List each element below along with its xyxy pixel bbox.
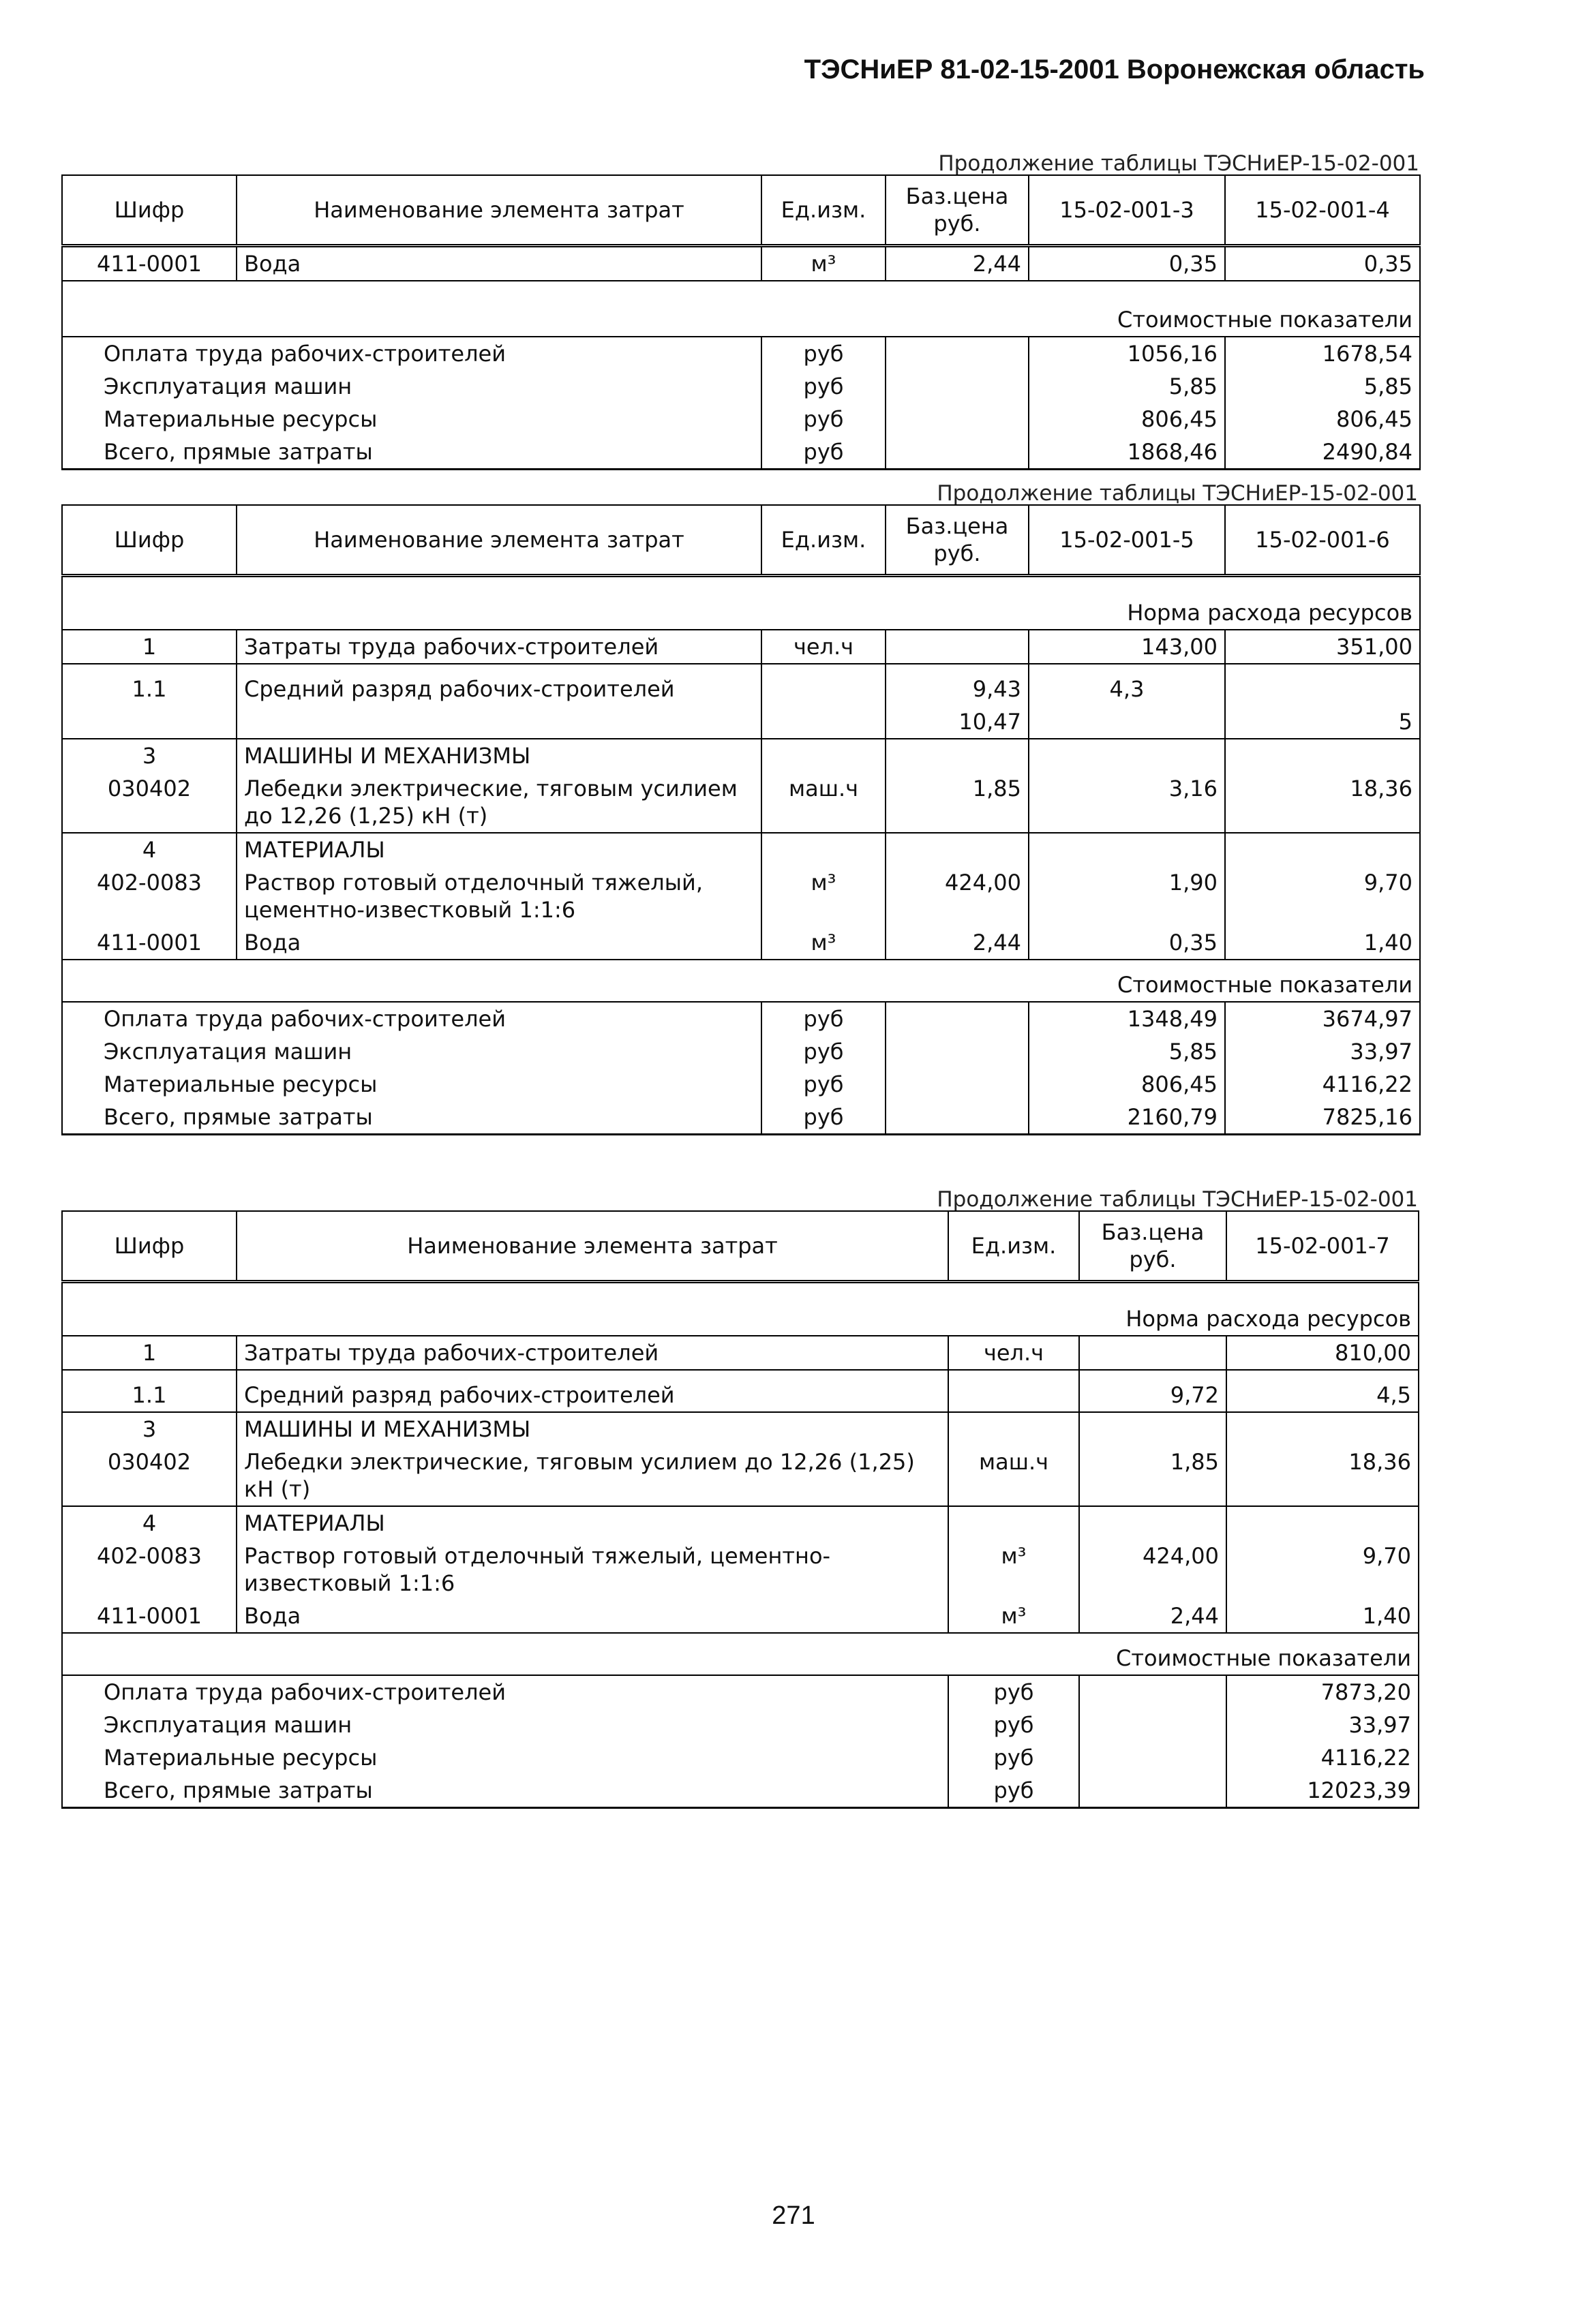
total-value-2: 5,85	[1225, 370, 1420, 403]
page-number: 271	[772, 2201, 815, 2230]
row-value-1: 0,35	[1029, 926, 1225, 960]
table-header-row	[62, 505, 1420, 576]
row-price: 2,44	[886, 246, 1029, 281]
row-unit: м³	[761, 866, 886, 926]
table-row	[62, 1446, 1419, 1506]
norm-section-row	[62, 576, 1420, 630]
total-label: Материальные ресурсы	[62, 1068, 761, 1101]
total-label: Материальные ресурсы	[62, 403, 761, 435]
section-row	[62, 833, 1420, 866]
cell-empty	[886, 739, 1029, 772]
cost-section-row	[62, 1633, 1419, 1675]
row-value-1: 18,36	[1226, 1446, 1419, 1506]
table-header-row	[62, 175, 1420, 246]
total-label: Оплата труда рабочих-строителей	[62, 1675, 948, 1709]
col-price: Баз.цена руб.	[886, 505, 1029, 576]
total-value-2: 7825,16	[1225, 1101, 1420, 1135]
total-row	[62, 1068, 1420, 1101]
row-code: 1.1	[62, 664, 237, 705]
row-price: 9,72	[1079, 1370, 1226, 1412]
total-label: Материальные ресурсы	[62, 1741, 948, 1774]
table-row	[62, 926, 1420, 960]
row-price: 424,00	[1079, 1540, 1226, 1600]
total-empty	[886, 1035, 1029, 1068]
total-empty	[1079, 1675, 1226, 1709]
table-caption: Продолжение таблицы ТЭСНиЕР-15-02-001	[937, 1187, 1418, 1212]
total-row	[62, 1675, 1419, 1709]
cell-empty	[1225, 739, 1420, 772]
total-empty	[886, 1068, 1029, 1101]
resource-table-1	[61, 174, 1421, 470]
table-row	[62, 772, 1420, 833]
resource-table-2	[61, 504, 1421, 1135]
total-label: Оплата труда рабочих-строителей	[62, 337, 761, 370]
row-unit: чел.ч	[761, 630, 886, 664]
row-value-2: 0,35	[1225, 246, 1420, 281]
cell-empty	[1079, 1412, 1226, 1446]
total-row	[62, 1035, 1420, 1068]
row-name	[237, 705, 761, 739]
cell-empty	[1029, 833, 1225, 866]
row-value-2: 18,36	[1225, 772, 1420, 833]
total-unit: руб	[761, 337, 886, 370]
section-row	[62, 1506, 1419, 1540]
total-value-1: 33,97	[1226, 1709, 1419, 1741]
total-value-2: 33,97	[1225, 1035, 1420, 1068]
row-code: 411-0001	[62, 246, 237, 281]
col-code: Шифр	[62, 1211, 237, 1282]
total-value-1: 2160,79	[1029, 1101, 1225, 1135]
total-empty	[886, 370, 1029, 403]
col-unit: Ед.изм.	[761, 175, 886, 246]
col-unit: Ед.изм.	[948, 1211, 1079, 1282]
row-unit	[761, 705, 886, 739]
norm-section-label: Норма расхода ресурсов	[62, 576, 1420, 630]
section-code: 4	[62, 1506, 237, 1540]
row-value-1: 1,90	[1029, 866, 1225, 926]
row-value-1: 9,70	[1226, 1540, 1419, 1600]
row-name: Затраты труда рабочих-строителей	[237, 630, 761, 664]
total-label: Всего, прямые затраты	[62, 1101, 761, 1135]
col-code-1: 15-02-001-5	[1029, 505, 1225, 576]
table-row	[62, 1370, 1419, 1412]
total-value-2: 1678,54	[1225, 337, 1420, 370]
total-row	[62, 403, 1420, 435]
cell-empty	[1225, 833, 1420, 866]
col-unit: Ед.изм.	[761, 505, 886, 576]
total-empty	[1079, 1741, 1226, 1774]
row-name: Затраты труда рабочих-строителей	[237, 1336, 948, 1370]
row-code: 402-0083	[62, 866, 237, 926]
col-name: Наименование элемента затрат	[237, 505, 761, 576]
row-name: Лебедки электрические, тяговым усилием до 12,26 (1,25) кН (т)	[237, 772, 761, 833]
table-row	[62, 1336, 1419, 1370]
row-price: 1,85	[886, 772, 1029, 833]
total-unit: руб	[761, 435, 886, 470]
total-empty	[886, 1101, 1029, 1135]
total-value-1: 12023,39	[1226, 1774, 1419, 1808]
total-unit: руб	[761, 1002, 886, 1035]
total-value-1: 5,85	[1029, 370, 1225, 403]
row-value-1: 810,00	[1226, 1336, 1419, 1370]
total-label: Эксплуатация машин	[62, 1035, 761, 1068]
total-value-1: 806,45	[1029, 403, 1225, 435]
total-unit: руб	[761, 370, 886, 403]
cell-empty	[1226, 1506, 1419, 1540]
row-price: 2,44	[1079, 1600, 1226, 1633]
norm-section-label: Норма расхода ресурсов	[62, 1282, 1419, 1336]
row-value-2: 1,40	[1225, 926, 1420, 960]
row-code: 1.1	[62, 1370, 237, 1412]
total-row	[62, 1002, 1420, 1035]
row-code: 402-0083	[62, 1540, 237, 1600]
col-code-1: 15-02-001-3	[1029, 175, 1225, 246]
table-row	[62, 1600, 1419, 1633]
row-name: Средний разряд рабочих-строителей	[237, 1370, 948, 1412]
table-row	[62, 630, 1420, 664]
total-value-1: 1348,49	[1029, 1002, 1225, 1035]
row-unit: м³	[761, 926, 886, 960]
row-name: Раствор готовый отделочный тяжелый, цементно-известковый 1:1:6	[237, 1540, 948, 1600]
cost-section-row	[62, 281, 1420, 337]
section-title: МАТЕРИАЛЫ	[237, 833, 761, 866]
section-row	[62, 1412, 1419, 1446]
row-value-2	[1225, 664, 1420, 705]
total-label: Всего, прямые затраты	[62, 435, 761, 470]
total-value-1: 806,45	[1029, 1068, 1225, 1101]
total-value-1: 4116,22	[1226, 1741, 1419, 1774]
cost-section-label: Стоимостные показатели	[62, 1633, 1419, 1675]
cell-empty	[948, 1506, 1079, 1540]
total-value-1: 1056,16	[1029, 337, 1225, 370]
col-name: Наименование элемента затрат	[237, 1211, 948, 1282]
row-price: 9,43	[886, 664, 1029, 705]
row-unit: м³	[948, 1540, 1079, 1600]
total-empty	[1079, 1709, 1226, 1741]
col-code-1: 15-02-001-7	[1226, 1211, 1419, 1282]
total-label: Всего, прямые затраты	[62, 1774, 948, 1808]
total-value-2: 4116,22	[1225, 1068, 1420, 1101]
col-price: Баз.цена руб.	[886, 175, 1029, 246]
row-value-1: 3,16	[1029, 772, 1225, 833]
total-value-2: 806,45	[1225, 403, 1420, 435]
section-code: 4	[62, 833, 237, 866]
row-value-2: 5	[1225, 705, 1420, 739]
row-unit: м³	[948, 1600, 1079, 1633]
row-code	[62, 705, 237, 739]
total-unit: руб	[761, 1035, 886, 1068]
norm-section-row	[62, 1282, 1419, 1336]
table-header-row	[62, 1211, 1419, 1282]
row-unit	[948, 1370, 1079, 1412]
total-unit: руб	[948, 1741, 1079, 1774]
row-unit: маш.ч	[761, 772, 886, 833]
table-caption: Продолжение таблицы ТЭСНиЕР-15-02-001	[937, 481, 1418, 506]
total-value-2: 2490,84	[1225, 435, 1420, 470]
row-price: 10,47	[886, 705, 1029, 739]
cell-empty	[948, 1412, 1079, 1446]
row-name: Раствор готовый отделочный тяжелый, цементно-известковый 1:1:6	[237, 866, 761, 926]
table-row	[62, 866, 1420, 926]
total-unit: руб	[948, 1709, 1079, 1741]
total-empty	[886, 337, 1029, 370]
section-code: 3	[62, 1412, 237, 1446]
table-row	[62, 246, 1420, 281]
total-value-1: 5,85	[1029, 1035, 1225, 1068]
row-name: Лебедки электрические, тяговым усилием до 12,26 (1,25) кН (т)	[237, 1446, 948, 1506]
row-name: Вода	[237, 926, 761, 960]
section-title: МАШИНЫ И МЕХАНИЗМЫ	[237, 739, 761, 772]
total-unit: руб	[948, 1675, 1079, 1709]
total-row	[62, 1709, 1419, 1741]
row-unit: маш.ч	[948, 1446, 1079, 1506]
row-value-1: 4,3	[1029, 664, 1225, 705]
col-name: Наименование элемента затрат	[237, 175, 761, 246]
table-row	[62, 1540, 1419, 1600]
cell-empty	[1079, 1506, 1226, 1540]
page-header: ТЭСНиЕР 81-02-15-2001 Воронежская область	[804, 55, 1425, 85]
row-value-1: 4,5	[1226, 1370, 1419, 1412]
total-value-2: 3674,97	[1225, 1002, 1420, 1035]
cost-section-row	[62, 960, 1420, 1002]
total-empty	[886, 435, 1029, 470]
col-price: Баз.цена руб.	[1079, 1211, 1226, 1282]
total-unit: руб	[948, 1774, 1079, 1808]
section-title: МАШИНЫ И МЕХАНИЗМЫ	[237, 1412, 948, 1446]
row-value-1	[1029, 705, 1225, 739]
col-code: Шифр	[62, 175, 237, 246]
row-price: 424,00	[886, 866, 1029, 926]
row-name: Вода	[237, 1600, 948, 1633]
total-empty	[1079, 1774, 1226, 1808]
total-label: Оплата труда рабочих-строителей	[62, 1002, 761, 1035]
row-name: Вода	[237, 246, 761, 281]
col-code-2: 15-02-001-6	[1225, 505, 1420, 576]
cell-empty	[1029, 739, 1225, 772]
cost-section-label: Стоимостные показатели	[62, 281, 1420, 337]
row-code: 030402	[62, 1446, 237, 1506]
section-row	[62, 739, 1420, 772]
row-value-2: 351,00	[1225, 630, 1420, 664]
row-value-2: 9,70	[1225, 866, 1420, 926]
row-unit	[761, 664, 886, 705]
row-code: 411-0001	[62, 926, 237, 960]
table-caption: Продолжение таблицы ТЭСНиЕР-15-02-001	[938, 151, 1419, 176]
row-price	[886, 630, 1029, 664]
resource-table-3	[61, 1210, 1419, 1809]
total-empty	[886, 1002, 1029, 1035]
row-code: 030402	[62, 772, 237, 833]
row-code: 1	[62, 1336, 237, 1370]
row-price: 1,85	[1079, 1446, 1226, 1506]
cost-section-label: Стоимостные показатели	[62, 960, 1420, 1002]
cell-empty	[1226, 1412, 1419, 1446]
total-row	[62, 1774, 1419, 1808]
col-code-2: 15-02-001-4	[1225, 175, 1420, 246]
table-row	[62, 705, 1420, 739]
cell-empty	[761, 833, 886, 866]
table-row	[62, 664, 1420, 705]
cell-empty	[761, 739, 886, 772]
section-code: 3	[62, 739, 237, 772]
total-unit: руб	[761, 1068, 886, 1101]
total-empty	[886, 403, 1029, 435]
total-value-1: 7873,20	[1226, 1675, 1419, 1709]
cell-empty	[886, 833, 1029, 866]
total-label: Эксплуатация машин	[62, 370, 761, 403]
total-row	[62, 1101, 1420, 1135]
total-row	[62, 337, 1420, 370]
row-code: 411-0001	[62, 1600, 237, 1633]
total-unit: руб	[761, 1101, 886, 1135]
total-row	[62, 435, 1420, 470]
row-code: 1	[62, 630, 237, 664]
total-label: Эксплуатация машин	[62, 1709, 948, 1741]
row-value-1: 143,00	[1029, 630, 1225, 664]
row-price	[1079, 1336, 1226, 1370]
row-price: 2,44	[886, 926, 1029, 960]
total-row	[62, 370, 1420, 403]
row-name: Средний разряд рабочих-строителей	[237, 664, 761, 705]
col-code: Шифр	[62, 505, 237, 576]
section-title: МАТЕРИАЛЫ	[237, 1506, 948, 1540]
total-unit: руб	[761, 403, 886, 435]
row-value-1: 0,35	[1029, 246, 1225, 281]
total-value-1: 1868,46	[1029, 435, 1225, 470]
row-value-1: 1,40	[1226, 1600, 1419, 1633]
row-unit: чел.ч	[948, 1336, 1079, 1370]
row-unit: м³	[761, 246, 886, 281]
total-row	[62, 1741, 1419, 1774]
